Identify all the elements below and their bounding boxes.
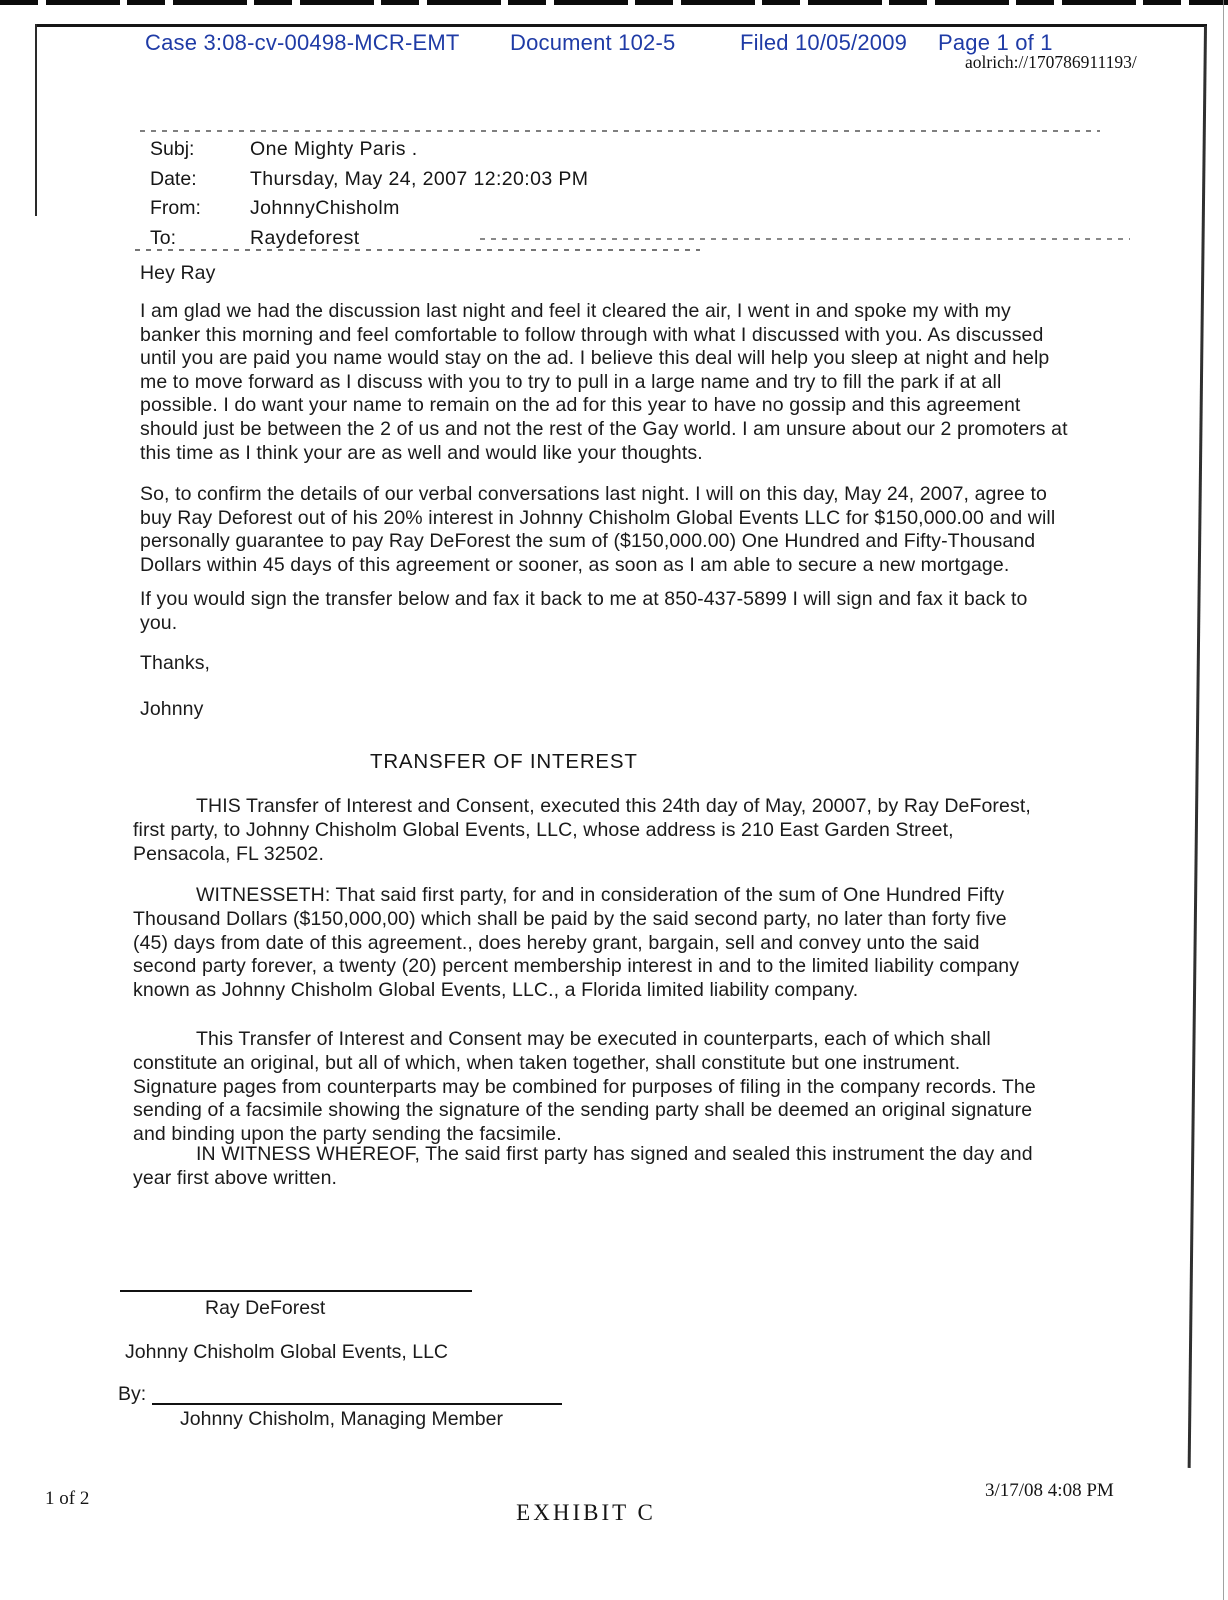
- email-from-value: JohnnyChisholm: [250, 197, 400, 219]
- email-closing: Thanks,: [140, 652, 211, 674]
- email-header-row: [150, 227, 1050, 257]
- footer-timestamp: 3/17/08 4:08 PM: [985, 1480, 1114, 1501]
- transfer-title: TRANSFER OF INTEREST: [370, 750, 638, 773]
- by-signature-line: [152, 1403, 562, 1405]
- email-paragraph-1: I am glad we had the discussion last night and feel it cleared the air, I went in and spoke my with my banker this morning and feel comfortable to follow through with what I discussed with you. As discussed until you are paid you name would stay on the ad. I believe this deal will help you sleep at night and help me to move forward as I discuss with you to try to pull in a large name and try to fill the park if at all possible. I do want your name to remain on the ad for this year to have no gossip and this agreement should just be between the 2 of us and not the rest of the Gay world. I am unsure about our 2 promoters at this time as I think your are as well and would like your thoughts.: [140, 300, 1068, 464]
- filed-date: Filed 10/05/2009: [740, 30, 908, 55]
- dotted-separator-bottom: [135, 249, 700, 251]
- email-to-value: Raydeforest: [250, 226, 360, 249]
- email-subject-value: One Mighty Paris .: [250, 138, 418, 160]
- document-number: Document 102-5: [510, 30, 676, 55]
- transfer-paragraph-2: WITNESSETH: That said first party, for and in consideration of the sum of One Hundred Fifty Thousand Dollars ($150,000,00) which shall be paid by the said second party, no later than forty five (45) days from date of this agreement., does hereby grant, bargain, sell and convey unto the said second party forever, a twenty (20) percent membership interest in and to the limited liability company known as Johnny Chisholm Global Events, LLC., a Florida limited liability company.: [133, 884, 1020, 1002]
- footer-page-indicator: 1 of 2: [45, 1488, 90, 1509]
- page-number: Page 1 of 1: [938, 30, 1053, 55]
- transfer-paragraph-1: THIS Transfer of Interest and Consent, executed this 24th day of May, 20007, by Ray DeForest, first party, to Johnny Chisholm Global Events, LLC, whose address is 210 East Garden Street, Pensacola, FL 32502.: [133, 795, 1031, 865]
- company-name: Johnny Chisholm Global Events, LLC: [125, 1341, 448, 1363]
- email-greeting: Hey Ray: [140, 262, 216, 284]
- dotted-separator-top: [140, 130, 1100, 132]
- transfer-paragraph-3: This Transfer of Interest and Consent may be executed in counterparts, each of which shall constitute an original, but all of which, when taken together, shall constitute but one instrument. Signature pages from counterparts may be combined for purposes of filing in the company records. The sending of a facsimile showing the signature of the sending party shall be deemed an original signature and binding upon the party sending the facsimile.: [133, 1028, 1036, 1146]
- source-ref: aolrich://170786911193/: [965, 52, 1137, 72]
- scan-right-edge-artifact: [1223, 0, 1224, 1600]
- first-party-signature-line: [120, 1290, 472, 1292]
- first-party-name: Ray DeForest: [205, 1297, 326, 1319]
- document-box-left-border: [35, 24, 37, 216]
- email-subject-label: Subj:: [150, 138, 195, 160]
- email-from-label: From:: [150, 197, 201, 219]
- case-number: Case 3:08-cv-00498-MCR-EMT: [145, 30, 460, 55]
- email-header-row: [150, 168, 1050, 198]
- email-header-row: [150, 197, 1050, 227]
- email-date-value: Thursday, May 24, 2007 12:20:03 PM: [250, 167, 589, 190]
- dotted-separator-mid: [480, 238, 1130, 240]
- email-header-row: [150, 138, 1050, 168]
- email-date-label: Date:: [150, 167, 197, 190]
- scan-top-edge-artifact: [0, 0, 1228, 5]
- by-label: By:: [118, 1383, 147, 1405]
- transfer-paragraph-4: IN WITNESS WHEREOF, The said first party has signed and sealed this instrument the day and year first above written.: [133, 1143, 1033, 1189]
- email-to-label: To:: [150, 226, 177, 249]
- exhibit-label: EXHIBIT C: [516, 1500, 656, 1525]
- document-box-right-border: [1188, 26, 1207, 1468]
- document-box-top-border: [35, 24, 1207, 27]
- email-paragraph-2: So, to confirm the details of our verbal conversations last night. I will on this day, May 24, 2007, agree to buy Ray Deforest out of his 20% interest in Johnny Chisholm Global Events LLC for $150,000.00 and will personally guarantee to pay Ray DeForest the sum of ($150,000.00) One Hundred and Fifty-Thousand Dollars within 45 days of this agreement or sooner, as soon as I am able to secure a new mortgage.: [140, 483, 1056, 576]
- by-name: Johnny Chisholm, Managing Member: [180, 1408, 503, 1430]
- email-signoff: Johnny: [140, 698, 204, 720]
- email-paragraph-3: If you would sign the transfer below and fax it back to me at 850-437-5899 I will sign and fax it back to you.: [140, 588, 1028, 634]
